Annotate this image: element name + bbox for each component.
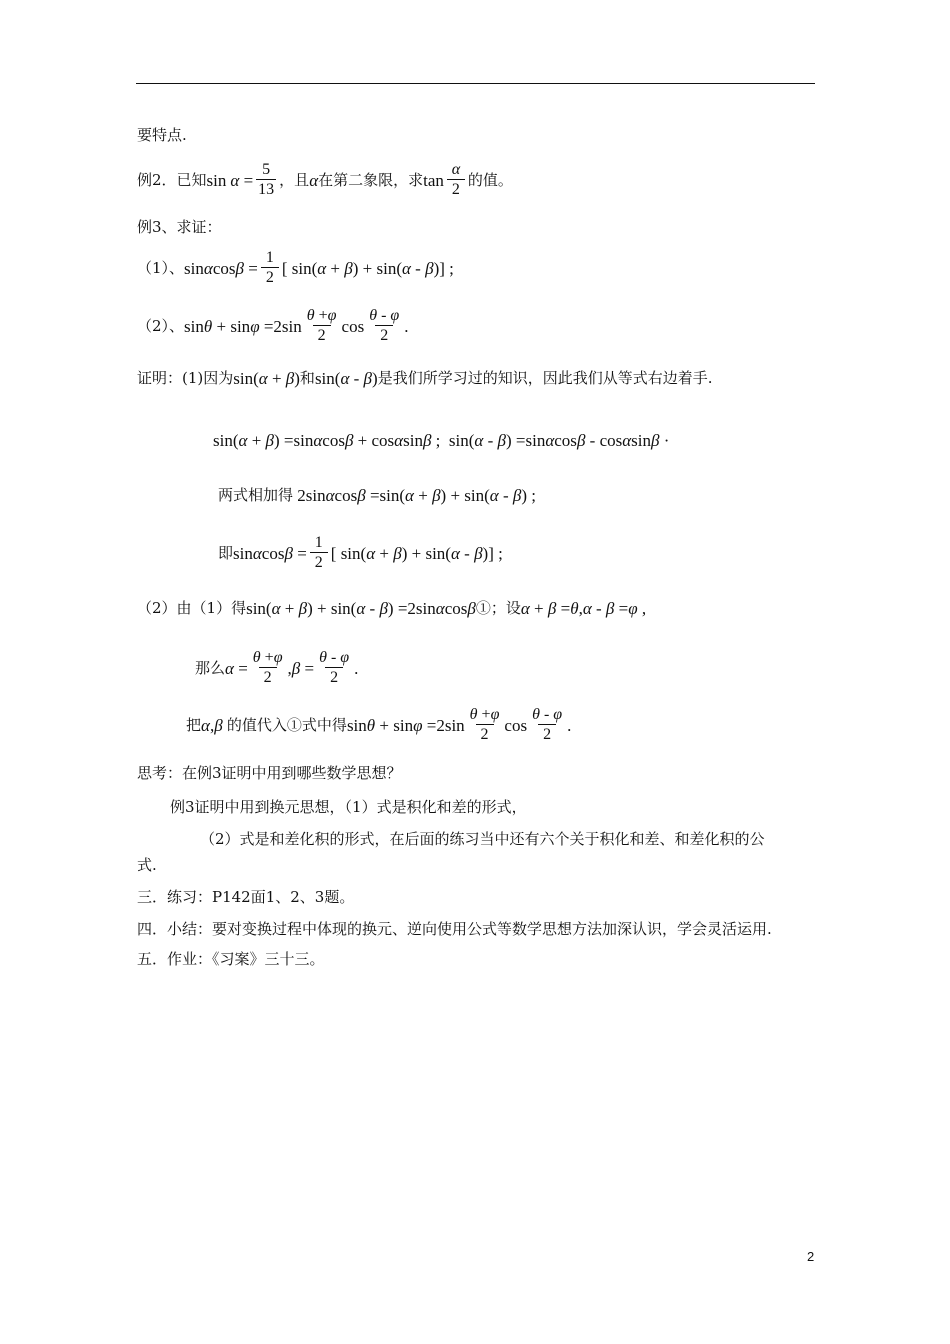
text: 那么 xyxy=(195,658,226,677)
formula: sin( α + β ) + sin( α - β ) =2sin α cos β xyxy=(246,599,476,618)
answer-line-2 xyxy=(200,832,765,847)
claim-2 xyxy=(137,308,409,344)
formula: sin α cos β = $\frac{1}{2}$ [ sin( α + β ) + sin( α - β )] ; xyxy=(184,249,454,286)
text: 思考：在例3证明中用到哪些数学思想？ xyxy=(137,764,402,782)
text: 和 xyxy=(299,369,315,387)
text: 两式相加得 xyxy=(218,486,294,504)
ex2-label: 例2．已知 xyxy=(137,170,207,189)
proof-2 xyxy=(137,600,646,617)
text: 的值代入①式中得 xyxy=(226,715,347,734)
homework-line xyxy=(137,952,325,967)
text: （2）、 xyxy=(137,316,185,335)
header-rule xyxy=(136,83,815,84)
formula: sin α cos β = $\frac{1}{2}$ [ sin( α + β ) + sin( α - β )] ; xyxy=(233,534,503,571)
answer-line-3 xyxy=(137,858,157,873)
text: 四．小结：要对变换过程中体现的换元、逆向使用公式等数学思想方法加深认识，学会灵活运用. xyxy=(137,920,772,938)
formula: α , β xyxy=(201,715,223,735)
text: 在第二象限，求 xyxy=(318,170,424,189)
example-2 xyxy=(137,162,513,198)
substitution xyxy=(195,650,358,686)
expansions xyxy=(213,432,669,449)
formula: α + β = θ , α - β = φ , xyxy=(520,599,647,618)
example-3 xyxy=(137,220,222,235)
formula: tan $\frac{\alpha}{2}$ xyxy=(423,162,468,198)
summary-line xyxy=(137,922,772,937)
text: （1）、 xyxy=(137,258,185,277)
formula: sin( α + β ) =sin α cos β + cos α sin β ; sin( α - β ) =sin α cos β - cos α sin β · xyxy=(213,431,670,450)
answer-line-1 xyxy=(170,800,527,815)
text: ，且 xyxy=(279,170,310,189)
claim-1 xyxy=(137,250,454,286)
proof-intro xyxy=(137,370,712,387)
final-step xyxy=(186,707,571,743)
result-step xyxy=(218,535,503,571)
formula: α xyxy=(309,170,319,190)
formula: sin θ + sin φ =2sin $\frac{\theta +\varphi}{2}$ cos $\frac{\theta - \varphi}{2}$ . xyxy=(184,307,409,344)
text: 的值。 xyxy=(467,170,513,189)
sum-step xyxy=(218,487,536,504)
line-text: 要特点. xyxy=(137,126,187,144)
formula: 2sin α cos β =sin( α + β ) + sin( α - β ) ; xyxy=(293,486,536,505)
text: 是我们所学习过的知识，因此我们从等式右边着手. xyxy=(377,369,713,387)
think-line xyxy=(137,766,402,781)
text: ①；设 xyxy=(475,599,521,617)
exercise-line xyxy=(137,890,354,905)
formula: sin θ + sin φ =2sin $\frac{\theta +\varphi}{2}$ cos $\frac{\theta - \varphi}{2}$ . xyxy=(346,706,572,743)
formula: sin( α - β ) xyxy=(314,369,378,388)
formula: α = $\frac{\theta +\varphi}{2}$ , β = $\frac{\theta - \varphi}{2}$ . xyxy=(225,649,359,686)
text: 式. xyxy=(137,856,157,874)
text: 即 xyxy=(218,543,234,562)
formula: sin( α + β ) xyxy=(233,369,300,388)
text: 例3证明中用到换元思想，（1）式是积化和差的形式， xyxy=(170,798,527,816)
ex3-label: 例3、求证： xyxy=(137,218,222,236)
text: （2）式是和差化积的形式，在后面的练习当中还有六个关于积化和差、和差化积的公 xyxy=(200,830,765,848)
text: 五．作业：《习案》三十三。 xyxy=(137,950,325,968)
page-number: 2 xyxy=(807,1249,815,1264)
text: 把 xyxy=(186,715,202,734)
text-line-1 xyxy=(137,128,187,143)
formula: sin α = $\frac{5}{13}$ xyxy=(206,161,275,198)
text: 证明：(1)因为 xyxy=(137,369,234,387)
text: 三．练习：P142面1、2、3题。 xyxy=(137,888,355,906)
text: （2）由（1）得 xyxy=(137,599,247,617)
